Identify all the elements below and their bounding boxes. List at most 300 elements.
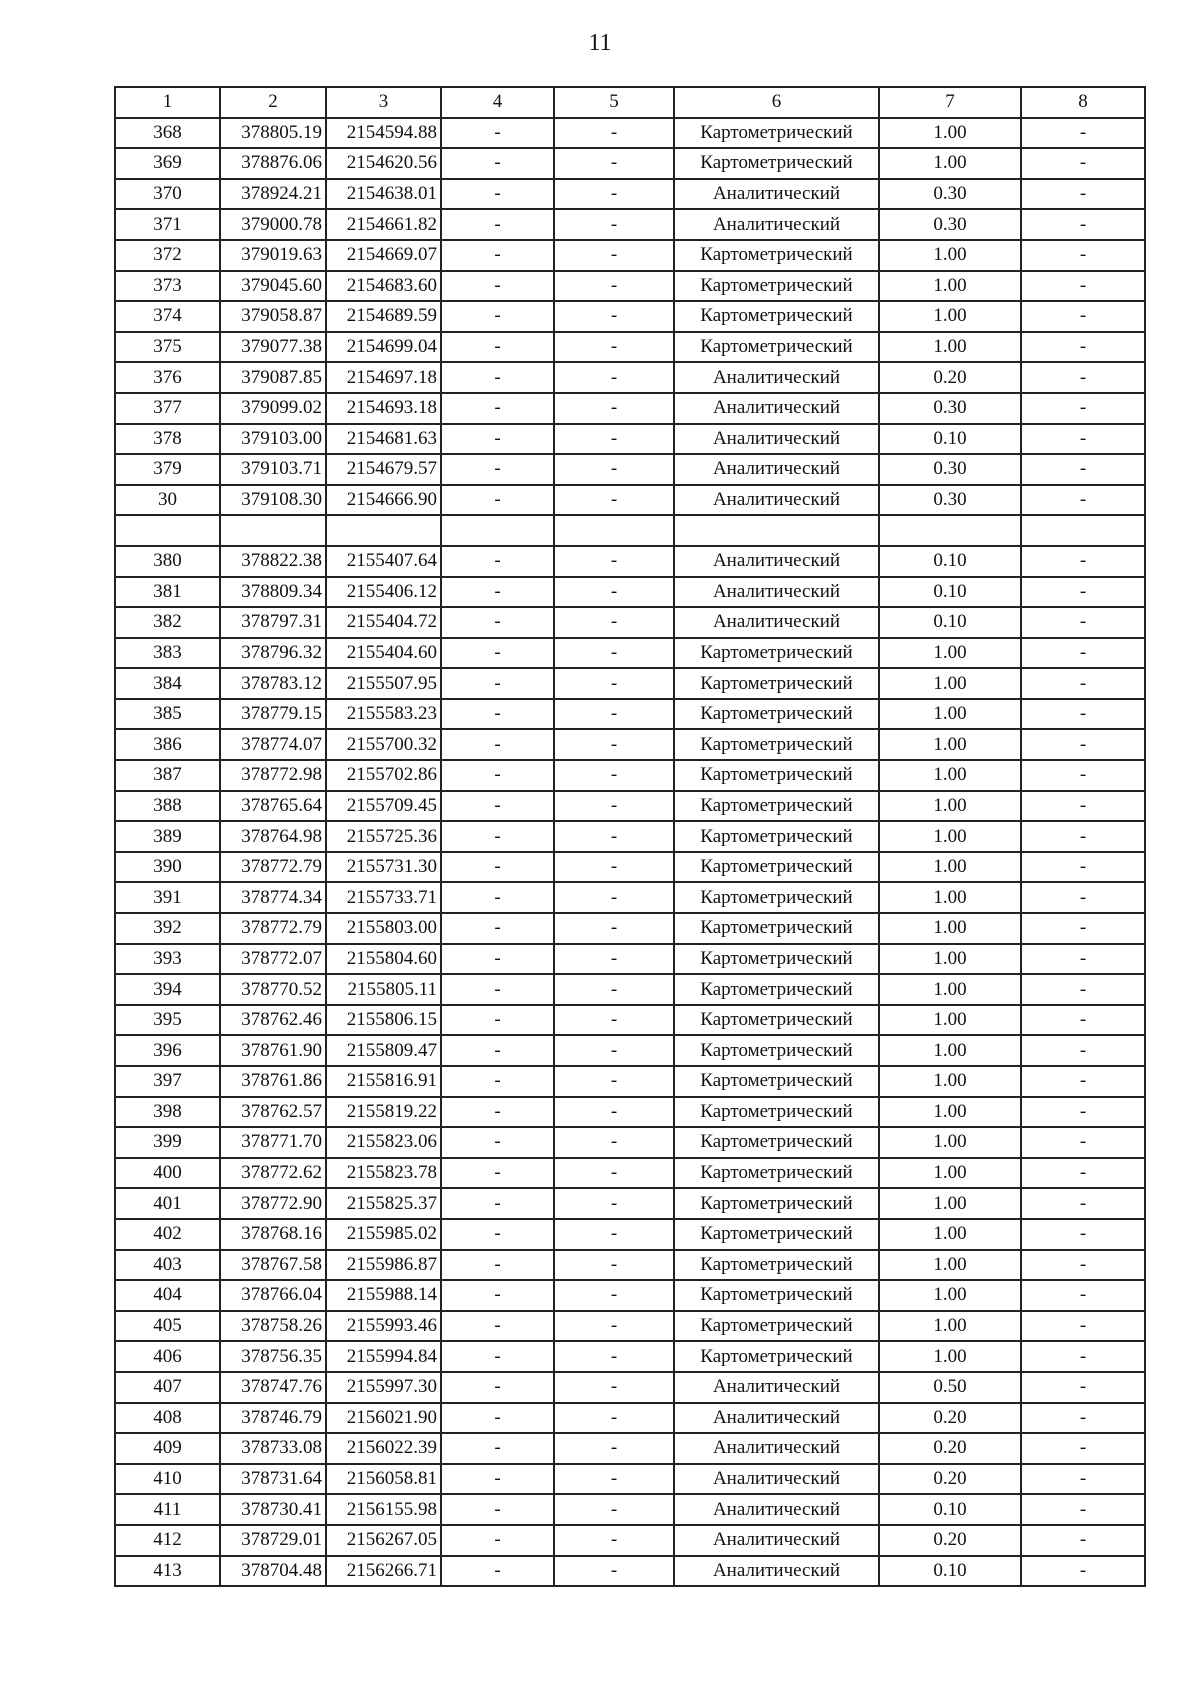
accuracy-cell: 1.00	[879, 668, 1021, 699]
column-5-cell: -	[554, 852, 674, 883]
column-header: 8	[1021, 87, 1145, 118]
method-cell: Картометрический	[674, 1158, 879, 1189]
table-row	[115, 362, 1145, 393]
column-5-cell: -	[554, 668, 674, 699]
method-cell: Картометрический	[674, 1341, 879, 1372]
column-8-cell: -	[1021, 791, 1145, 822]
y-coordinate-cell: 2155986.87	[326, 1250, 441, 1281]
method-cell: Картометрический	[674, 821, 879, 852]
x-coordinate-cell: 378767.58	[220, 1250, 326, 1281]
table-row	[115, 1464, 1145, 1495]
x-coordinate-cell: 378765.64	[220, 791, 326, 822]
column-4-cell: -	[441, 209, 554, 240]
table-row	[115, 546, 1145, 577]
table-row	[115, 791, 1145, 822]
y-coordinate-cell: 2154620.56	[326, 148, 441, 179]
y-coordinate-cell: 2154683.60	[326, 271, 441, 302]
y-coordinate-cell: 2154697.18	[326, 362, 441, 393]
table-row	[115, 485, 1145, 516]
column-8-cell: -	[1021, 1005, 1145, 1036]
page-number: 11	[588, 30, 612, 56]
method-cell	[674, 515, 879, 546]
accuracy-cell: 0.10	[879, 546, 1021, 577]
accuracy-cell: 0.50	[879, 1372, 1021, 1403]
column-4-cell: -	[441, 1158, 554, 1189]
column-5-cell: -	[554, 148, 674, 179]
point-number-cell: 400	[115, 1158, 220, 1189]
point-number-cell	[115, 515, 220, 546]
point-number-cell: 373	[115, 271, 220, 302]
column-8-cell: -	[1021, 485, 1145, 516]
point-number-cell: 383	[115, 638, 220, 669]
column-4-cell: -	[441, 1341, 554, 1372]
column-8-cell: -	[1021, 1525, 1145, 1556]
column-4-cell: -	[441, 638, 554, 669]
accuracy-cell: 0.30	[879, 485, 1021, 516]
y-coordinate-cell: 2155993.46	[326, 1311, 441, 1342]
table-row	[115, 209, 1145, 240]
x-coordinate-cell: 378747.76	[220, 1372, 326, 1403]
column-5-cell: -	[554, 1341, 674, 1372]
column-8-cell: -	[1021, 118, 1145, 149]
method-cell: Аналитический	[674, 454, 879, 485]
y-coordinate-cell: 2155985.02	[326, 1219, 441, 1250]
column-4-cell: -	[441, 148, 554, 179]
y-coordinate-cell: 2155805.11	[326, 974, 441, 1005]
column-8-cell: -	[1021, 393, 1145, 424]
accuracy-cell: 0.20	[879, 1525, 1021, 1556]
table-body	[115, 118, 1145, 1587]
column-4-cell: -	[441, 852, 554, 883]
column-8-cell: -	[1021, 1341, 1145, 1372]
point-number-cell: 384	[115, 668, 220, 699]
y-coordinate-cell: 2156021.90	[326, 1403, 441, 1434]
accuracy-cell: 1.00	[879, 638, 1021, 669]
column-8-cell: -	[1021, 1219, 1145, 1250]
column-4-cell: -	[441, 118, 554, 149]
y-coordinate-cell: 2155806.15	[326, 1005, 441, 1036]
y-coordinate-cell: 2155823.06	[326, 1127, 441, 1158]
table-row	[115, 1311, 1145, 1342]
x-coordinate-cell: 378730.41	[220, 1494, 326, 1525]
table-row	[115, 1035, 1145, 1066]
accuracy-cell: 0.20	[879, 362, 1021, 393]
column-8-cell: -	[1021, 1311, 1145, 1342]
column-8-cell: -	[1021, 852, 1145, 883]
column-5-cell: -	[554, 760, 674, 791]
point-number-cell: 382	[115, 607, 220, 638]
column-4-cell: -	[441, 301, 554, 332]
column-8-cell: -	[1021, 1158, 1145, 1189]
point-number-cell: 407	[115, 1372, 220, 1403]
column-4-cell: -	[441, 271, 554, 302]
x-coordinate-cell: 378729.01	[220, 1525, 326, 1556]
table-row	[115, 913, 1145, 944]
table-row	[115, 729, 1145, 760]
method-cell: Аналитический	[674, 546, 879, 577]
method-cell: Картометрический	[674, 271, 879, 302]
accuracy-cell: 1.00	[879, 1066, 1021, 1097]
column-4-cell: -	[441, 607, 554, 638]
accuracy-cell: 0.30	[879, 209, 1021, 240]
column-8-cell: -	[1021, 546, 1145, 577]
accuracy-cell: 1.00	[879, 1097, 1021, 1128]
y-coordinate-cell: 2154666.90	[326, 485, 441, 516]
column-5-cell: -	[554, 1494, 674, 1525]
column-5-cell: -	[554, 362, 674, 393]
y-coordinate-cell: 2156155.98	[326, 1494, 441, 1525]
point-number-cell: 392	[115, 913, 220, 944]
method-cell: Аналитический	[674, 1464, 879, 1495]
column-5-cell: -	[554, 974, 674, 1005]
accuracy-cell: 0.20	[879, 1464, 1021, 1495]
x-coordinate-cell: 378774.07	[220, 729, 326, 760]
point-number-cell: 402	[115, 1219, 220, 1250]
column-8-cell: -	[1021, 944, 1145, 975]
method-cell: Аналитический	[674, 1372, 879, 1403]
column-5-cell: -	[554, 1372, 674, 1403]
y-coordinate-cell: 2154693.18	[326, 393, 441, 424]
column-4-cell: -	[441, 546, 554, 577]
accuracy-cell: 1.00	[879, 821, 1021, 852]
table-row	[115, 974, 1145, 1005]
point-number-cell: 381	[115, 577, 220, 608]
method-cell: Аналитический	[674, 179, 879, 210]
y-coordinate-cell: 2155404.72	[326, 607, 441, 638]
column-8-cell: -	[1021, 1188, 1145, 1219]
method-cell: Картометрический	[674, 1066, 879, 1097]
x-coordinate-cell: 378805.19	[220, 118, 326, 149]
column-5-cell: -	[554, 424, 674, 455]
table-row	[115, 577, 1145, 608]
y-coordinate-cell: 2155583.23	[326, 699, 441, 730]
point-number-cell: 394	[115, 974, 220, 1005]
column-4-cell: -	[441, 1250, 554, 1281]
point-number-cell: 397	[115, 1066, 220, 1097]
table-row	[115, 1403, 1145, 1434]
column-8-cell: -	[1021, 301, 1145, 332]
column-4-cell: -	[441, 1127, 554, 1158]
column-5-cell: -	[554, 546, 674, 577]
accuracy-cell: 1.00	[879, 301, 1021, 332]
accuracy-cell: 0.30	[879, 454, 1021, 485]
accuracy-cell: 0.10	[879, 1494, 1021, 1525]
table-row	[115, 393, 1145, 424]
table-header	[115, 87, 1145, 118]
x-coordinate-cell: 378761.90	[220, 1035, 326, 1066]
column-4-cell: -	[441, 974, 554, 1005]
point-number-cell: 405	[115, 1311, 220, 1342]
column-8-cell: -	[1021, 913, 1145, 944]
method-cell: Картометрический	[674, 668, 879, 699]
table-row	[115, 1494, 1145, 1525]
method-cell: Аналитический	[674, 209, 879, 240]
y-coordinate-cell	[326, 515, 441, 546]
column-8-cell: -	[1021, 454, 1145, 485]
column-4-cell: -	[441, 821, 554, 852]
column-4-cell: -	[441, 1066, 554, 1097]
column-5-cell: -	[554, 577, 674, 608]
x-coordinate-cell: 378779.15	[220, 699, 326, 730]
point-number-cell: 30	[115, 485, 220, 516]
accuracy-cell: 1.00	[879, 148, 1021, 179]
table-row	[115, 699, 1145, 730]
table-row	[115, 1188, 1145, 1219]
method-cell: Аналитический	[674, 424, 879, 455]
accuracy-cell	[879, 515, 1021, 546]
y-coordinate-cell: 2155988.14	[326, 1280, 441, 1311]
column-header: 5	[554, 87, 674, 118]
table-row	[115, 1280, 1145, 1311]
accuracy-cell: 1.00	[879, 791, 1021, 822]
x-coordinate-cell: 379045.60	[220, 271, 326, 302]
y-coordinate-cell: 2154661.82	[326, 209, 441, 240]
y-coordinate-cell: 2155702.86	[326, 760, 441, 791]
x-coordinate-cell: 379087.85	[220, 362, 326, 393]
x-coordinate-cell: 378704.48	[220, 1556, 326, 1587]
method-cell: Аналитический	[674, 1403, 879, 1434]
column-8-cell: -	[1021, 1035, 1145, 1066]
x-coordinate-cell: 379103.00	[220, 424, 326, 455]
table-row	[115, 1341, 1145, 1372]
x-coordinate-cell: 379103.71	[220, 454, 326, 485]
point-number-cell: 398	[115, 1097, 220, 1128]
column-8-cell: -	[1021, 821, 1145, 852]
column-5-cell: -	[554, 1464, 674, 1495]
column-8-cell: -	[1021, 1250, 1145, 1281]
point-number-cell: 380	[115, 546, 220, 577]
table-row	[115, 607, 1145, 638]
column-4-cell: -	[441, 760, 554, 791]
y-coordinate-cell: 2155994.84	[326, 1341, 441, 1372]
accuracy-cell: 1.00	[879, 1158, 1021, 1189]
column-5-cell: -	[554, 393, 674, 424]
column-8-cell: -	[1021, 1097, 1145, 1128]
method-cell: Аналитический	[674, 607, 879, 638]
table-row	[115, 1066, 1145, 1097]
x-coordinate-cell: 378772.07	[220, 944, 326, 975]
point-number-cell: 396	[115, 1035, 220, 1066]
point-number-cell: 393	[115, 944, 220, 975]
column-4-cell: -	[441, 1035, 554, 1066]
column-5-cell: -	[554, 638, 674, 669]
table-row	[115, 515, 1145, 546]
column-8-cell	[1021, 515, 1145, 546]
accuracy-cell: 0.20	[879, 1403, 1021, 1434]
x-coordinate-cell: 379058.87	[220, 301, 326, 332]
accuracy-cell: 1.00	[879, 882, 1021, 913]
column-header: 2	[220, 87, 326, 118]
x-coordinate-cell: 378772.62	[220, 1158, 326, 1189]
column-8-cell: -	[1021, 332, 1145, 363]
column-8-cell: -	[1021, 882, 1145, 913]
x-coordinate-cell: 379099.02	[220, 393, 326, 424]
column-4-cell: -	[441, 1188, 554, 1219]
method-cell: Картометрический	[674, 1005, 879, 1036]
x-coordinate-cell: 379000.78	[220, 209, 326, 240]
x-coordinate-cell: 378731.64	[220, 1464, 326, 1495]
table-row	[115, 760, 1145, 791]
y-coordinate-cell: 2154681.63	[326, 424, 441, 455]
point-number-cell: 391	[115, 882, 220, 913]
accuracy-cell: 1.00	[879, 1219, 1021, 1250]
y-coordinate-cell: 2156022.39	[326, 1433, 441, 1464]
column-5-cell: -	[554, 944, 674, 975]
table-row	[115, 638, 1145, 669]
x-coordinate-cell: 378809.34	[220, 577, 326, 608]
column-4-cell: -	[441, 882, 554, 913]
column-4-cell: -	[441, 791, 554, 822]
table-row	[115, 1097, 1145, 1128]
accuracy-cell: 1.00	[879, 913, 1021, 944]
y-coordinate-cell: 2154594.88	[326, 118, 441, 149]
method-cell: Картометрический	[674, 1250, 879, 1281]
table-row	[115, 668, 1145, 699]
method-cell: Аналитический	[674, 1433, 879, 1464]
column-8-cell: -	[1021, 362, 1145, 393]
header-row	[115, 87, 1145, 118]
column-5-cell: -	[554, 1066, 674, 1097]
method-cell: Картометрический	[674, 699, 879, 730]
y-coordinate-cell: 2155407.64	[326, 546, 441, 577]
table-row	[115, 240, 1145, 271]
table-row	[115, 852, 1145, 883]
method-cell: Картометрический	[674, 729, 879, 760]
point-number-cell: 389	[115, 821, 220, 852]
column-5-cell: -	[554, 209, 674, 240]
method-cell: Аналитический	[674, 577, 879, 608]
x-coordinate-cell	[220, 515, 326, 546]
accuracy-cell: 0.20	[879, 1433, 1021, 1464]
y-coordinate-cell: 2155803.00	[326, 913, 441, 944]
accuracy-cell: 1.00	[879, 1188, 1021, 1219]
method-cell: Картометрический	[674, 852, 879, 883]
column-5-cell: -	[554, 179, 674, 210]
x-coordinate-cell: 378876.06	[220, 148, 326, 179]
table-row	[115, 1127, 1145, 1158]
column-8-cell: -	[1021, 1066, 1145, 1097]
column-8-cell: -	[1021, 1464, 1145, 1495]
accuracy-cell: 1.00	[879, 852, 1021, 883]
column-4-cell: -	[441, 1097, 554, 1128]
x-coordinate-cell: 378770.52	[220, 974, 326, 1005]
column-4-cell: -	[441, 424, 554, 455]
x-coordinate-cell: 378766.04	[220, 1280, 326, 1311]
y-coordinate-cell: 2155404.60	[326, 638, 441, 669]
column-4-cell: -	[441, 668, 554, 699]
method-cell: Картометрический	[674, 301, 879, 332]
column-5-cell: -	[554, 1403, 674, 1434]
accuracy-cell: 0.10	[879, 1556, 1021, 1587]
column-5-cell: -	[554, 332, 674, 363]
x-coordinate-cell: 378762.57	[220, 1097, 326, 1128]
point-number-cell: 404	[115, 1280, 220, 1311]
column-8-cell: -	[1021, 209, 1145, 240]
x-coordinate-cell: 378772.98	[220, 760, 326, 791]
column-5-cell: -	[554, 913, 674, 944]
method-cell: Аналитический	[674, 1556, 879, 1587]
method-cell: Картометрический	[674, 882, 879, 913]
column-8-cell: -	[1021, 179, 1145, 210]
point-number-cell: 370	[115, 179, 220, 210]
y-coordinate-cell: 2155406.12	[326, 577, 441, 608]
column-header: 6	[674, 87, 879, 118]
column-5-cell: -	[554, 271, 674, 302]
y-coordinate-cell: 2155507.95	[326, 668, 441, 699]
column-8-cell: -	[1021, 1494, 1145, 1525]
y-coordinate-cell: 2154699.04	[326, 332, 441, 363]
method-cell: Аналитический	[674, 1494, 879, 1525]
accuracy-cell: 1.00	[879, 332, 1021, 363]
x-coordinate-cell: 378822.38	[220, 546, 326, 577]
y-coordinate-cell: 2155819.22	[326, 1097, 441, 1128]
column-8-cell: -	[1021, 638, 1145, 669]
column-5-cell: -	[554, 1280, 674, 1311]
point-number-cell: 408	[115, 1403, 220, 1434]
accuracy-cell: 0.10	[879, 607, 1021, 638]
column-5-cell: -	[554, 1556, 674, 1587]
accuracy-cell: 1.00	[879, 729, 1021, 760]
table-row	[115, 148, 1145, 179]
point-number-cell: 409	[115, 1433, 220, 1464]
column-8-cell: -	[1021, 1372, 1145, 1403]
column-5-cell: -	[554, 1311, 674, 1342]
method-cell: Картометрический	[674, 1035, 879, 1066]
method-cell: Картометрический	[674, 118, 879, 149]
y-coordinate-cell: 2155816.91	[326, 1066, 441, 1097]
coordinates-table	[114, 86, 1146, 1587]
column-4-cell: -	[441, 944, 554, 975]
x-coordinate-cell: 378761.86	[220, 1066, 326, 1097]
column-header: 4	[441, 87, 554, 118]
column-5-cell: -	[554, 1005, 674, 1036]
accuracy-cell: 1.00	[879, 1005, 1021, 1036]
y-coordinate-cell: 2155733.71	[326, 882, 441, 913]
accuracy-cell: 1.00	[879, 699, 1021, 730]
column-4-cell: -	[441, 1219, 554, 1250]
column-4-cell: -	[441, 485, 554, 516]
column-5-cell: -	[554, 240, 674, 271]
method-cell: Аналитический	[674, 1525, 879, 1556]
column-5-cell: -	[554, 485, 674, 516]
method-cell: Картометрический	[674, 1280, 879, 1311]
method-cell: Картометрический	[674, 1127, 879, 1158]
column-5-cell: -	[554, 729, 674, 760]
column-4-cell: -	[441, 240, 554, 271]
table-row	[115, 1005, 1145, 1036]
column-4-cell: -	[441, 729, 554, 760]
point-number-cell: 378	[115, 424, 220, 455]
column-4-cell: -	[441, 913, 554, 944]
column-4-cell: -	[441, 1005, 554, 1036]
table-row	[115, 179, 1145, 210]
column-5-cell: -	[554, 607, 674, 638]
x-coordinate-cell: 378774.34	[220, 882, 326, 913]
accuracy-cell: 1.00	[879, 1341, 1021, 1372]
point-number-cell: 386	[115, 729, 220, 760]
column-5-cell: -	[554, 821, 674, 852]
method-cell: Аналитический	[674, 485, 879, 516]
x-coordinate-cell: 379108.30	[220, 485, 326, 516]
column-5-cell: -	[554, 1127, 674, 1158]
method-cell: Аналитический	[674, 362, 879, 393]
column-4-cell: -	[441, 332, 554, 363]
point-number-cell: 390	[115, 852, 220, 883]
point-number-cell: 377	[115, 393, 220, 424]
method-cell: Картометрический	[674, 1311, 879, 1342]
column-8-cell: -	[1021, 1403, 1145, 1434]
column-5-cell: -	[554, 1219, 674, 1250]
